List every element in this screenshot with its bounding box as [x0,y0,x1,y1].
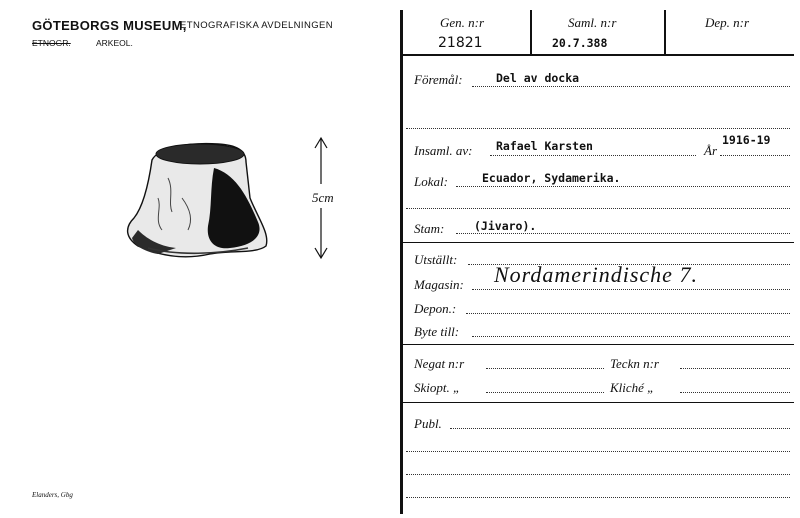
blank-line [406,474,790,475]
cell-divider [664,10,666,54]
arkeol-label: ARKEOL. [96,38,133,48]
foremal-line [472,86,790,87]
section-rule [400,344,794,345]
object-drawing [118,138,288,268]
cell-divider [530,10,532,54]
blank-line [406,128,790,129]
kliche-label: Kliché „ [610,380,655,395]
magasin-label: Magasin: [414,277,464,292]
negat-label: Negat n:r [414,356,465,371]
museum-name: GÖTEBORGS MUSEUM, [32,18,187,33]
printer-mark: Elanders, Gbg [32,491,73,499]
gen-value: 21821 [438,35,483,51]
ar-line [720,155,790,156]
etnogr-label: ETNOGR. [32,38,71,48]
card-left-border [400,10,403,514]
saml-value: 20.7.388 [552,36,608,50]
insaml-line [490,155,696,156]
foremal-value: Del av docka [496,71,580,85]
lokal-label: Lokal: [414,174,448,189]
lokal-line [456,186,790,187]
negat-line [486,368,604,369]
department-name: ETNOGRAFISKA AVDELNINGEN [180,20,334,31]
depon-label: Depon.: [414,301,457,316]
top-cells-rule [400,54,794,56]
stam-line [456,233,790,234]
publ-label: Publ. [414,416,442,431]
section-rule [400,402,794,403]
depon-line [466,313,790,314]
foremal-label: Föremål: [414,72,463,87]
stam-value: (Jivaro). [474,219,537,233]
dep-label: Dep. n:r [705,15,750,30]
skiopt-line [486,392,604,393]
saml-label: Saml. n:r [568,15,617,30]
teckn-line [680,368,790,369]
blank-line [406,208,790,209]
blank-line [406,497,790,498]
teckn-label: Teckn n:r [610,356,659,371]
magasin-line [472,289,790,290]
kliche-line [680,392,790,393]
insaml-label: Insaml. av: [414,143,473,158]
gen-label: Gen. n:r [440,15,485,30]
skiopt-label: Skiopt. „ [414,380,461,395]
insaml-value: Rafael Karsten [496,139,593,153]
utstallt-label: Utställt: [414,252,458,267]
publ-line [450,428,790,429]
blank-line [406,451,790,452]
ar-label: År [704,143,717,158]
scale-label: 5cm [312,190,334,205]
section-rule [400,242,794,243]
magasin-value: Nordamerindische 7. [494,262,698,287]
byte-label: Byte till: [414,324,460,339]
byte-line [472,336,790,337]
ar-value: 1916-19 [722,133,771,147]
lokal-value: Ecuador, Sydamerika. [482,171,621,185]
stam-label: Stam: [414,221,445,236]
